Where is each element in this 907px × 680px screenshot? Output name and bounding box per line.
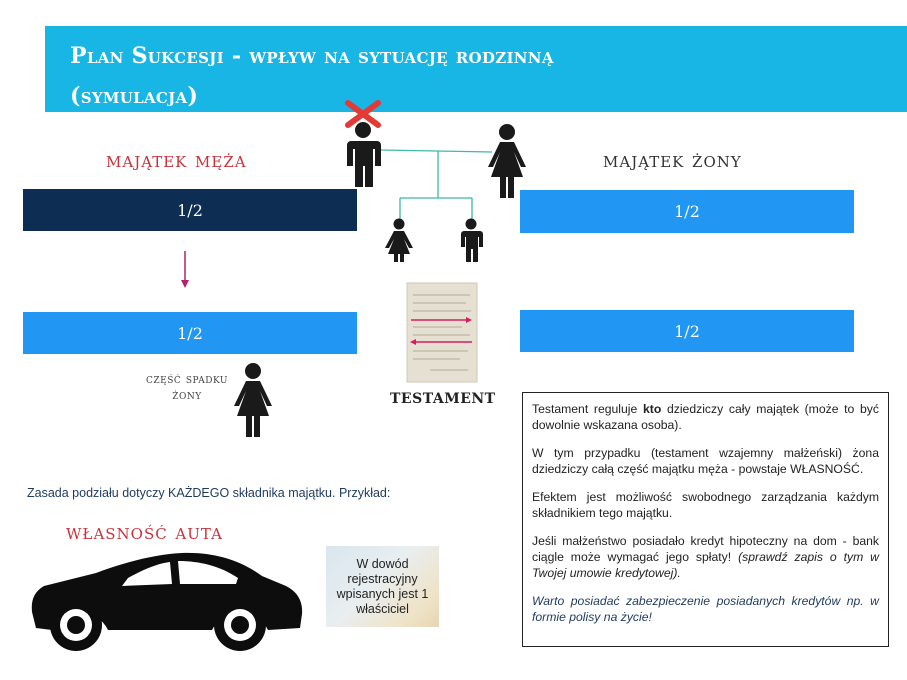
info-paragraph-3: Efektem jest możliwość swobodnego zarządzania każdym składnikiem tego majątku. — [532, 490, 879, 520]
testament-label: TESTAMENT — [390, 391, 496, 407]
cross-icon — [348, 103, 378, 125]
man-icon — [347, 122, 381, 187]
wife-estate-heading: majątek żony — [603, 148, 742, 172]
info-p4-italic: (sprawdź zapis o tym w Twojej umowie kredytowej). — [532, 550, 879, 580]
girl-icon — [385, 219, 413, 263]
page-title-line1: Plan Sukcesji - wpływ na sytuację rodzinną — [70, 43, 554, 69]
husband-estate-heading: majątek męża — [106, 148, 247, 172]
husband-share-bottom-label: 1/2 — [177, 323, 203, 343]
info-paragraph-5: Warto posiadać zabezpieczenie posiadanych kredytów np. w formie polisy na życie! — [532, 594, 879, 624]
husband-share-top-label: 1/2 — [177, 200, 203, 220]
info-paragraph-2: W tym przypadku (testament wzajemny małżeński) żona dziedziczy całą część majątku męża - powstaje WŁASNOŚĆ. — [532, 446, 879, 476]
car-ownership-heading: własność auta — [66, 520, 223, 544]
info-p1-before: Testament reguluje — [532, 402, 643, 416]
testament-document-icon — [407, 283, 477, 382]
car-icon — [32, 553, 302, 651]
wife-share-top-label: 1/2 — [674, 202, 700, 221]
down-arrow-icon — [181, 251, 189, 288]
registration-document-note-text: W dowód rejestracyjny wpisanych jest 1 właściciel — [336, 556, 429, 616]
info-p1-bold: kto — [642, 402, 662, 416]
info-p1-after: dziedziczy cały majątek (może to być dowolnie wskazana osoba). — [532, 402, 879, 432]
wife-share-bottom-label: 1/2 — [674, 321, 700, 341]
wife-inheritance-label-line1: część spadku — [146, 372, 228, 387]
info-p4-main: Jeśli małżeństwo posiadało kredyt hipoteczny na dom - bank ciągle może wymagać jego spłaty! — [532, 534, 879, 564]
wife-inheritance-label-line2: żony — [172, 388, 202, 403]
boy-icon — [461, 219, 483, 263]
division-rule-text: Zasada podziału dotyczy KAŻDEGO składnika majątku. Przykład: — [27, 486, 391, 500]
family-connector-lines — [380, 150, 492, 220]
woman-icon — [488, 124, 526, 198]
woman-icon — [234, 363, 272, 437]
page-title-line2: (symulacja) — [70, 83, 199, 109]
